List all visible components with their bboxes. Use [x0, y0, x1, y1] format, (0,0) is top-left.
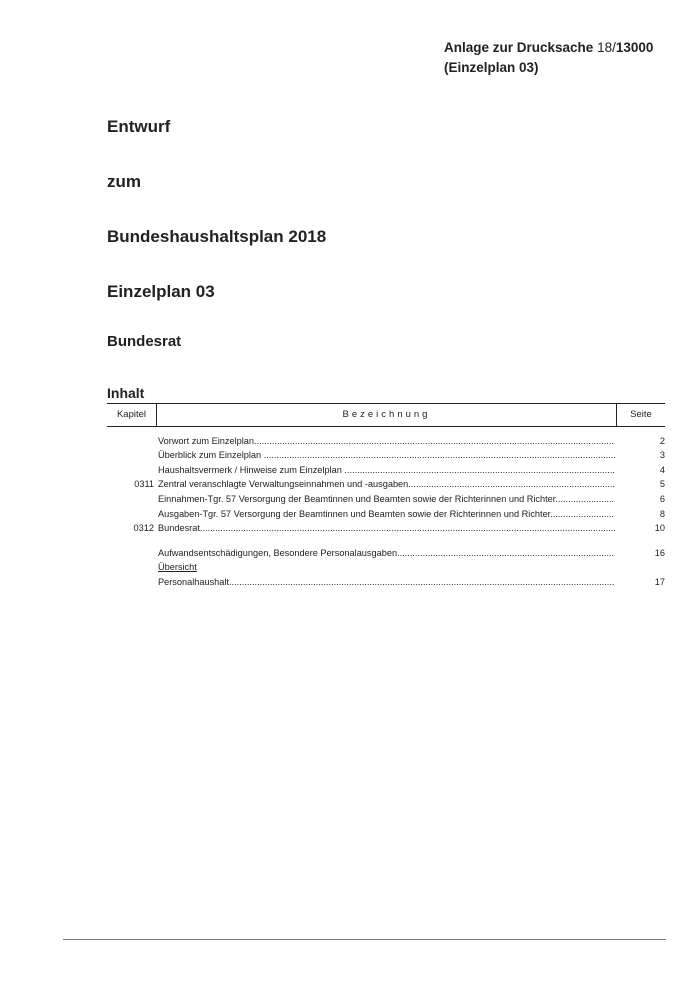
toc-page: 10 [654, 523, 665, 533]
reference-number-prefix: 18/ [597, 40, 616, 55]
toc-entry[interactable] [107, 521, 665, 535]
toc-entry[interactable] [107, 434, 665, 448]
toc-page: 5 [659, 479, 665, 489]
reference-number: 13000 [615, 40, 654, 55]
toc-page: 8 [659, 509, 665, 519]
toc-label: Einnahmen-Tgr. 57 Versorgung der Beamtinnen und Beamten sowie der Richterinnen und Richter ..... [158, 492, 615, 506]
toc-entry[interactable] [107, 463, 665, 477]
toc-label: Überblick zum Einzelplan ..... [158, 448, 615, 462]
toc-page: 4 [659, 465, 665, 475]
toc-page: 6 [659, 494, 665, 504]
toc-page: 16 [654, 548, 665, 558]
reference-subtitle: (Einzelplan 03) [444, 60, 539, 75]
toc-page: 2 [659, 436, 665, 446]
toc-label: Ausgaben-Tgr. 57 Versorgung der Beamtinnen und Beamten sowie der Richterinnen und Richter ..... [158, 507, 615, 521]
toc-entry[interactable] [107, 492, 665, 506]
footer-divider [63, 939, 666, 940]
toc-label: Zentral veranschlagte Verwaltungseinnahmen und -ausgaben ..... [158, 477, 615, 491]
toc-entry[interactable] [107, 448, 665, 462]
column-bezeichnung: Bezeichnung [157, 404, 617, 426]
reference-label: Anlage zur Drucksache [444, 40, 594, 55]
toc-entry[interactable] [107, 507, 665, 521]
reference-line [444, 38, 653, 58]
toc-entry-personalhaushalt[interactable] [107, 575, 665, 589]
toc-kapitel: 0312 [133, 523, 154, 533]
title-entwurf: Entwurf [107, 117, 171, 136]
toc-label: Personalhaushalt ..... [158, 575, 615, 589]
toc-page: 3 [659, 450, 665, 460]
title-bundeshaushaltsplan: Bundeshaushaltsplan 2018 [107, 227, 327, 246]
toc-label: Aufwandsentschädigungen, Besondere Personalausgaben ..... [158, 546, 615, 560]
toc-column-header [107, 403, 665, 427]
section-uebersicht: Übersicht [158, 562, 197, 572]
toc-label: Bundesrat ..... [158, 521, 615, 535]
document-reference [444, 38, 653, 78]
toc-label: Haushaltsvermerk / Hinweise zum Einzelplan ..... [158, 463, 615, 477]
title-einzelplan: Einzelplan 03 [107, 282, 215, 301]
toc-entry-aufwand[interactable] [107, 546, 665, 560]
toc-heading: Inhalt [107, 385, 145, 401]
title-zum: zum [107, 172, 141, 191]
toc-page: 17 [654, 577, 665, 587]
toc-entry[interactable] [107, 477, 665, 491]
toc-kapitel: 0311 [134, 479, 154, 489]
column-seite: Seite [630, 409, 652, 420]
title-bundesrat: Bundesrat [107, 333, 182, 350]
toc-section-heading [107, 560, 665, 574]
toc-label: Vorwort zum Einzelplan ..... [158, 434, 615, 448]
column-kapitel: Kapitel [107, 404, 157, 426]
